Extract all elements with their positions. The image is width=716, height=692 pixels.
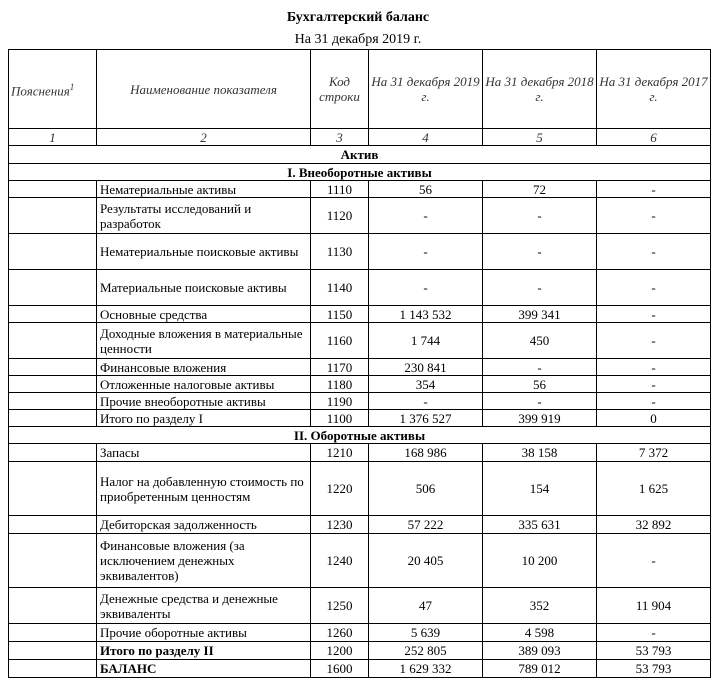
table-row — [9, 534, 711, 588]
value-2019-cell: 1 744 — [369, 323, 483, 359]
table-row — [9, 410, 711, 427]
line-code-cell: 1180 — [311, 376, 369, 393]
column-number: 4 — [369, 129, 483, 146]
value-2018-cell: - — [483, 393, 597, 410]
indicator-name-cell: Финансовые вложения (за исключением денежных эквивалентов) — [97, 534, 311, 588]
indicator-name-cell: Отложенные налоговые активы — [97, 376, 311, 393]
value-2019-cell: 1 629 332 — [369, 660, 483, 678]
indicator-name-cell: Нематериальные активы — [97, 181, 311, 198]
notes-cell — [9, 234, 97, 270]
indicator-name-cell: Нематериальные поисковые активы — [97, 234, 311, 270]
value-2019-cell: 5 639 — [369, 624, 483, 642]
column-number: 2 — [97, 129, 311, 146]
indicator-name-cell: Доходные вложения в материальные ценности — [97, 323, 311, 359]
indicator-name-cell: Прочие оборотные активы — [97, 624, 311, 642]
value-2018-cell: 38 158 — [483, 444, 597, 462]
value-2019-cell: 1 376 527 — [369, 410, 483, 427]
notes-cell — [9, 323, 97, 359]
value-2017-cell: - — [597, 624, 711, 642]
document-title: Бухгалтерский баланс — [286, 10, 430, 25]
value-2017-cell: - — [597, 376, 711, 393]
indicator-name-cell: Результаты исследований и разработок — [97, 198, 311, 234]
notes-cell — [9, 642, 97, 660]
header-row — [9, 50, 711, 129]
table-row — [9, 198, 711, 234]
indicator-name-cell: Денежные средства и денежные эквиваленты — [97, 588, 311, 624]
section-row-1 — [9, 164, 711, 181]
header-2019: На 31 декабря 2019 г. — [369, 50, 483, 129]
value-2018-cell: - — [483, 234, 597, 270]
indicator-name-cell: Основные средства — [97, 306, 311, 323]
value-2017-cell: 0 — [597, 410, 711, 427]
line-code-cell: 1130 — [311, 234, 369, 270]
value-2018-cell: - — [483, 198, 597, 234]
notes-cell — [9, 376, 97, 393]
line-code-cell: 1210 — [311, 444, 369, 462]
value-2017-cell: 11 904 — [597, 588, 711, 624]
indicator-name-cell: Налог на добавленную стоимость по приобретенным ценностям — [97, 462, 311, 516]
value-2017-cell: - — [597, 534, 711, 588]
value-2019-cell: 20 405 — [369, 534, 483, 588]
value-2018-cell: 789 012 — [483, 660, 597, 678]
notes-cell — [9, 516, 97, 534]
value-2018-cell: - — [483, 359, 597, 376]
notes-cell — [9, 462, 97, 516]
table-row — [9, 393, 711, 410]
value-2019-cell: 47 — [369, 588, 483, 624]
value-2018-cell: 450 — [483, 323, 597, 359]
notes-cell — [9, 270, 97, 306]
value-2017-cell: 1 625 — [597, 462, 711, 516]
value-2019-cell: - — [369, 198, 483, 234]
header-notes: Пояснения$^1$ — [9, 50, 97, 129]
header-code: Код строки — [311, 50, 369, 129]
notes-cell — [9, 444, 97, 462]
indicator-name-cell: Прочие внеоборотные активы — [97, 393, 311, 410]
line-code-cell: 1190 — [311, 393, 369, 410]
line-code-cell: 1120 — [311, 198, 369, 234]
table-row — [9, 444, 711, 462]
indicator-name-cell: БАЛАНС — [97, 660, 311, 678]
value-2019-cell: 57 222 — [369, 516, 483, 534]
line-code-cell: 1230 — [311, 516, 369, 534]
table-row — [9, 588, 711, 624]
table-row — [9, 234, 711, 270]
table-row — [9, 516, 711, 534]
line-code-cell: 1220 — [311, 462, 369, 516]
line-code-cell: 1150 — [311, 306, 369, 323]
line-code-cell: 1110 — [311, 181, 369, 198]
notes-cell — [9, 588, 97, 624]
value-2017-cell: - — [597, 323, 711, 359]
table-row — [9, 462, 711, 516]
value-2018-cell: 72 — [483, 181, 597, 198]
line-code-cell: 1240 — [311, 534, 369, 588]
section-title-assets: Актив — [9, 146, 711, 164]
indicator-name-cell: Итого по разделу II — [97, 642, 311, 660]
header-name: Наименование показателя — [97, 50, 311, 129]
table-row — [9, 624, 711, 642]
value-2019-cell: - — [369, 234, 483, 270]
value-2019-cell: - — [369, 270, 483, 306]
value-2017-cell: 53 793 — [597, 660, 711, 678]
indicator-name-cell: Итого по разделу I — [97, 410, 311, 427]
table-row — [9, 642, 711, 660]
value-2019-cell: - — [369, 393, 483, 410]
indicator-name-cell: Финансовые вложения — [97, 359, 311, 376]
line-code-cell: 1100 — [311, 410, 369, 427]
value-2018-cell: 352 — [483, 588, 597, 624]
header-2018: На 31 декабря 2018 г. — [483, 50, 597, 129]
notes-cell — [9, 181, 97, 198]
table-row — [9, 359, 711, 376]
value-2017-cell: - — [597, 306, 711, 323]
document-subtitle: На 31 декабря 2019 г. — [294, 32, 422, 47]
header-2017: На 31 декабря 2017 г. — [597, 50, 711, 129]
value-2019-cell: 354 — [369, 376, 483, 393]
value-2019-cell: 252 805 — [369, 642, 483, 660]
column-number: 1 — [9, 129, 97, 146]
value-2017-cell: - — [597, 234, 711, 270]
line-code-cell: 1250 — [311, 588, 369, 624]
value-2019-cell: 506 — [369, 462, 483, 516]
notes-cell — [9, 306, 97, 323]
notes-cell — [9, 198, 97, 234]
notes-cell — [9, 624, 97, 642]
value-2018-cell: 10 200 — [483, 534, 597, 588]
notes-cell — [9, 359, 97, 376]
value-2019-cell: 56 — [369, 181, 483, 198]
section-title-noncurrent: I. Внеоборотные активы — [9, 164, 711, 181]
table-row — [9, 270, 711, 306]
table-row — [9, 376, 711, 393]
value-2018-cell: - — [483, 270, 597, 306]
value-2019-cell: 1 143 532 — [369, 306, 483, 323]
value-2018-cell: 399 341 — [483, 306, 597, 323]
value-2018-cell: 56 — [483, 376, 597, 393]
line-code-cell: 1140 — [311, 270, 369, 306]
section-title-current: II. Оборотные активы — [9, 427, 711, 444]
indicator-name-cell: Дебиторская задолженность — [97, 516, 311, 534]
value-2018-cell: 389 093 — [483, 642, 597, 660]
value-2017-cell: - — [597, 359, 711, 376]
value-2017-cell: - — [597, 270, 711, 306]
notes-cell — [9, 410, 97, 427]
section-row-assets — [9, 146, 711, 164]
notes-cell — [9, 393, 97, 410]
value-2017-cell: - — [597, 198, 711, 234]
value-2018-cell: 154 — [483, 462, 597, 516]
table-row — [9, 660, 711, 678]
value-2018-cell: 335 631 — [483, 516, 597, 534]
value-2017-cell: - — [597, 393, 711, 410]
line-code-cell: 1170 — [311, 359, 369, 376]
value-2019-cell: 230 841 — [369, 359, 483, 376]
column-number: 5 — [483, 129, 597, 146]
notes-cell — [9, 534, 97, 588]
line-code-cell: 1260 — [311, 624, 369, 642]
table-row — [9, 181, 711, 198]
column-number: 6 — [597, 129, 711, 146]
value-2017-cell: - — [597, 181, 711, 198]
value-2018-cell: 4 598 — [483, 624, 597, 642]
line-code-cell: 1600 — [311, 660, 369, 678]
section-row-2 — [9, 427, 711, 444]
balance-table — [8, 49, 711, 678]
value-2017-cell: 32 892 — [597, 516, 711, 534]
value-2018-cell: 399 919 — [483, 410, 597, 427]
column-number: 3 — [311, 129, 369, 146]
line-code-cell: 1200 — [311, 642, 369, 660]
notes-cell — [9, 660, 97, 678]
value-2017-cell: 53 793 — [597, 642, 711, 660]
value-2019-cell: 168 986 — [369, 444, 483, 462]
value-2017-cell: 7 372 — [597, 444, 711, 462]
line-code-cell: 1160 — [311, 323, 369, 359]
table-row — [9, 306, 711, 323]
indicator-name-cell: Запасы — [97, 444, 311, 462]
column-number-row — [9, 129, 711, 146]
indicator-name-cell: Материальные поисковые активы — [97, 270, 311, 306]
table-row — [9, 323, 711, 359]
